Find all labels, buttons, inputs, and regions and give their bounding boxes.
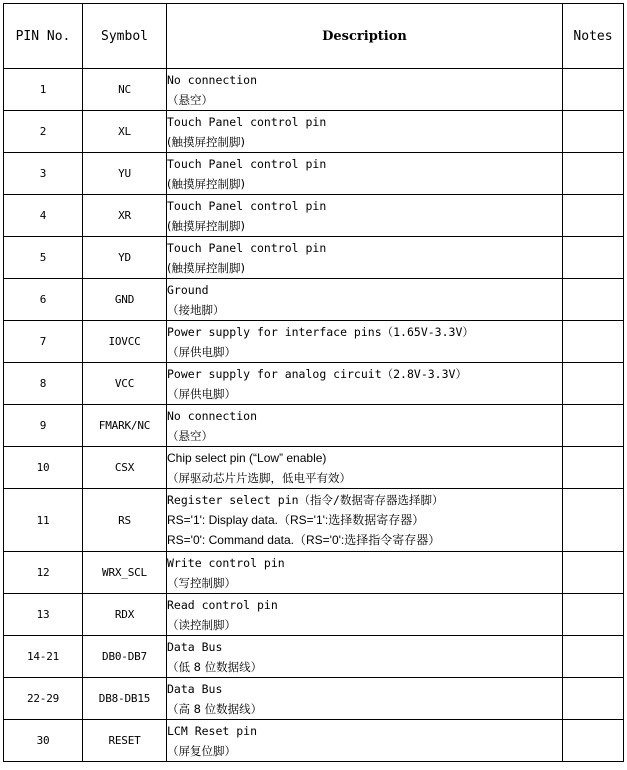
description-cell (167, 678, 563, 720)
table-row (4, 195, 624, 237)
symbol-cell: RDX (83, 594, 167, 636)
pin-number-cell: 10 (4, 447, 83, 489)
description-cell (167, 552, 563, 594)
table-row (4, 447, 624, 489)
description-line: No connection (167, 408, 258, 423)
description-cell (167, 321, 563, 363)
table-row (4, 405, 624, 447)
pin-number-cell: 3 (4, 153, 83, 195)
description-line: Power supply for analog circuit（2.8V-3.3V） (167, 366, 467, 381)
description-line: (触摸屏控制脚) (167, 260, 245, 275)
symbol-cell: VCC (83, 363, 167, 405)
notes-cell (563, 552, 624, 594)
description-cell (167, 237, 563, 279)
description-cell (167, 447, 563, 489)
table-body (4, 69, 624, 762)
description-line: Chip select pin (“Low” enable) (167, 450, 327, 465)
notes-cell (563, 321, 624, 363)
description-line: No connection (167, 72, 258, 87)
pin-number-cell: 11 (4, 489, 83, 552)
description-line: （低 8 位数据线） (167, 659, 263, 674)
header-symbol: Symbol (83, 4, 167, 69)
table-row (4, 69, 624, 111)
table-header (4, 4, 624, 69)
symbol-cell: NC (83, 69, 167, 111)
symbol-cell: DB8-DB15 (83, 678, 167, 720)
pin-number-cell: 13 (4, 594, 83, 636)
header-description: Description (167, 4, 563, 69)
description-line: Touch Panel control pin (167, 240, 327, 255)
description-line: Touch Panel control pin (167, 198, 327, 213)
notes-cell (563, 279, 624, 321)
description-line: （悬空） (167, 92, 213, 107)
description-line: （屏驱动芯片片选脚，低电平有效） (167, 470, 351, 485)
header-pin-no: PIN No. (4, 4, 83, 69)
symbol-cell: FMARK/NC (83, 405, 167, 447)
table-row (4, 153, 624, 195)
description-cell (167, 195, 563, 237)
header-row (4, 4, 624, 69)
pin-number-cell: 14-21 (4, 636, 83, 678)
description-line: Data Bus (167, 639, 223, 654)
description-cell (167, 153, 563, 195)
description-cell (167, 111, 563, 153)
pin-number-cell: 1 (4, 69, 83, 111)
description-line: Touch Panel control pin (167, 156, 327, 171)
table-row (4, 489, 624, 552)
description-cell (167, 69, 563, 111)
description-line: Touch Panel control pin (167, 114, 327, 129)
description-line: RS='1': Display data.（RS='1':选择数据寄存器） (167, 513, 425, 527)
description-line: LCM Reset pin (167, 723, 258, 738)
symbol-cell: XL (83, 111, 167, 153)
symbol-cell: RESET (83, 720, 167, 762)
description-line: （悬空） (167, 428, 213, 443)
description-cell (167, 636, 563, 678)
notes-cell (563, 678, 624, 720)
description-line: (触摸屏控制脚) (167, 176, 245, 191)
description-line: （读控制脚） (167, 617, 236, 632)
table-row (4, 552, 624, 594)
notes-cell (563, 636, 624, 678)
description-line: （屏供电脚） (167, 344, 236, 359)
notes-cell (563, 405, 624, 447)
description-line: Register select pin（指令/数据寄存器选择脚） (167, 493, 444, 507)
description-cell (167, 489, 563, 552)
description-line: (触摸屏控制脚) (167, 134, 245, 149)
table-row (4, 237, 624, 279)
table-row (4, 636, 624, 678)
pin-number-cell: 7 (4, 321, 83, 363)
symbol-cell: CSX (83, 447, 167, 489)
description-line: Read control pin (167, 597, 278, 612)
description-line: （写控制脚） (167, 575, 236, 590)
symbol-cell: IOVCC (83, 321, 167, 363)
table-row (4, 363, 624, 405)
pin-number-cell: 8 (4, 363, 83, 405)
notes-cell (563, 447, 624, 489)
symbol-cell: YD (83, 237, 167, 279)
table-row (4, 720, 624, 762)
table-row (4, 111, 624, 153)
description-line: RS='0': Command data.（RS='0':选择指令寄存器） (167, 533, 441, 547)
notes-cell (563, 489, 624, 552)
pin-number-cell: 12 (4, 552, 83, 594)
description-cell (167, 363, 563, 405)
description-line: （接地脚） (167, 302, 225, 317)
description-line: Write control pin (167, 555, 285, 570)
notes-cell (563, 153, 624, 195)
pin-number-cell: 6 (4, 279, 83, 321)
notes-cell (563, 111, 624, 153)
table-row (4, 594, 624, 636)
symbol-cell: RS (83, 489, 167, 552)
symbol-cell: XR (83, 195, 167, 237)
notes-cell (563, 195, 624, 237)
description-cell (167, 405, 563, 447)
table-row (4, 678, 624, 720)
notes-cell (563, 594, 624, 636)
table-row (4, 279, 624, 321)
description-line: （屏复位脚） (167, 743, 236, 758)
description-line: （高 8 位数据线） (167, 701, 263, 716)
header-notes: Notes (563, 4, 624, 69)
symbol-cell: YU (83, 153, 167, 195)
pin-number-cell: 4 (4, 195, 83, 237)
description-line: Data Bus (167, 681, 223, 696)
pin-number-cell: 22-29 (4, 678, 83, 720)
description-cell (167, 279, 563, 321)
description-cell (167, 720, 563, 762)
table-row (4, 321, 624, 363)
description-line: （屏供电脚） (167, 386, 236, 401)
notes-cell (563, 363, 624, 405)
symbol-cell: WRX_SCL (83, 552, 167, 594)
description-line: (触摸屏控制脚) (167, 218, 245, 233)
pin-number-cell: 2 (4, 111, 83, 153)
description-line: Power supply for interface pins（1.65V-3.3V） (167, 324, 474, 339)
symbol-cell: GND (83, 279, 167, 321)
symbol-cell: DB0-DB7 (83, 636, 167, 678)
pin-number-cell: 5 (4, 237, 83, 279)
pin-definition-table (3, 3, 624, 762)
pin-number-cell: 30 (4, 720, 83, 762)
pin-number-cell: 9 (4, 405, 83, 447)
notes-cell (563, 69, 624, 111)
description-line: Ground (167, 282, 209, 297)
notes-cell (563, 237, 624, 279)
notes-cell (563, 720, 624, 762)
description-cell (167, 594, 563, 636)
